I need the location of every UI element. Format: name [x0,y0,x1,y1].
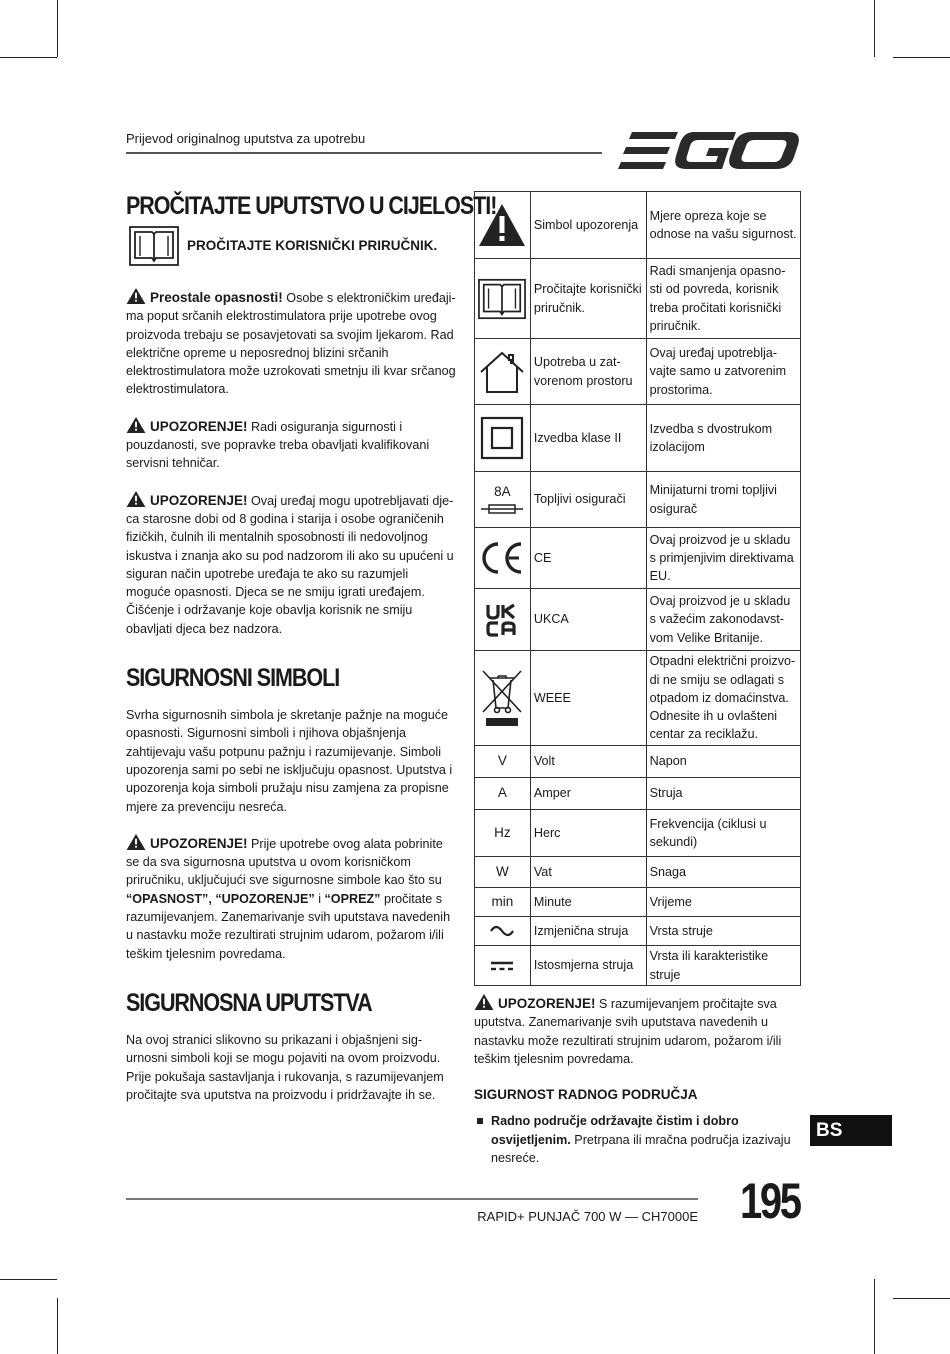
table-row [475,589,801,651]
residual-risks-paragraph [126,288,456,399]
symbol-name: CE [530,528,646,589]
warning-triangle-icon [126,834,146,850]
warning-text-3a: Prije upotrebe ovog alata pobrinite se da sva sigurnosna uputstva u ovom korisničkom priručniku, uključujući sve sigurnosne simbole kao što su [126,836,443,888]
crop-mark [0,1279,57,1280]
table-row [475,746,801,778]
crop-mark [874,0,875,57]
signal-words: “OPASNOST”, “UPOZORENJE” [126,891,315,906]
symbol-description: Minijaturni tromi topljivi osigurač [646,472,800,528]
symbol-description: Mjere opreza koje se odnose na vašu sigurnost. [646,192,800,259]
warning-paragraph-3 [126,834,456,963]
symbol-text: Hz [494,824,511,840]
symbol-description: Vrsta ili karakteristike struje [646,946,800,986]
symbol-cell [475,651,531,746]
footer-divider [126,1198,698,1200]
symbol-cell [475,746,531,778]
table-row [475,810,801,857]
fuse-icon [475,502,530,516]
table-row [475,888,801,917]
warning-triangle-icon [475,203,530,247]
symbol-cell [475,917,531,946]
conjunction-text: i [314,891,325,906]
symbol-description: Otpadni električni proizvo-di ne smiju se odlagati s otpadom iz domaćinstva. Odnesite ih u ovlašteni centar za reciklažu. [646,651,800,746]
symbol-description: Ovaj proizvod je u skladu s primjenjivim direktivama EU. [646,528,800,589]
ukca-mark-icon [475,603,530,637]
bullet-text [491,1112,804,1167]
symbol-name: Izmjenična struja [530,917,646,946]
warning-triangle-icon [126,417,146,433]
table-row [475,192,801,259]
read-manual-row [129,226,456,266]
read-manual-label: PROČITAJTE KORISNIČKI PRIRUČNIK. [187,237,438,253]
page-number: 195 [740,1173,800,1229]
symbol-description: Radi smanjenja opasno-sti od povreda, korisnik treba pročitati korisnički priručnik. [646,259,800,339]
symbol-name: Pročitajte korisnički priručnik. [530,259,646,339]
symbol-cell [475,888,531,917]
class-ii-icon [475,416,530,460]
warning-paragraph-4 [474,994,804,1068]
symbol-cell [475,946,531,986]
symbol-text: V [497,753,507,769]
warning-triangle-icon [126,288,146,304]
ac-icon [475,924,530,938]
symbol-cell [475,339,531,405]
read-manual-icon [475,278,530,320]
crop-mark [57,1298,58,1354]
crop-mark [893,57,950,58]
bullet-bold-text: Radno područje održavajte čistim i dobro osvijetljenim. [491,1114,739,1147]
read-manual-icon [129,226,179,266]
symbol-text: A [497,785,507,801]
table-row [475,339,801,405]
dc-icon [475,959,530,973]
work-area-heading: SIGURNOST RADNOG PODRUČJA [474,1087,698,1103]
warning-text-2: Ovaj uređaj mogu upotrebljavati dje-ca starosne dobi od 8 godina i starija i osobe ograničenih fizičkih, čulnih ili mentalnih sposobnosti ili nedovoljnog iskustva i znanja ako su pod nadzorom ili ako su upućeni u siguran način upotrebe uređaja te ako su razumjeli moguće opasnosti. Djeca se ne smiju igrati uređajem. Čišćenje i održavanje koje obavlja korisnik ne smiju obavljati djeca bez nadzora. [126,493,454,636]
left-column [126,190,497,1104]
symbol-cell [475,259,531,339]
header-title: Prijevod originalnog uputstva za upotrebu [126,131,366,146]
symbol-description: Izvedba s dvostrukom izolacijom [646,405,800,472]
read-instructions-heading: PROČITAJTE UPUTSTVO U CIJELOSTI! [126,192,497,220]
warning-label: UPOZORENJE! [150,835,248,851]
symbol-text: min [491,893,514,909]
table-row [475,946,801,986]
symbol-name: Amper [530,778,646,810]
safety-instructions-heading: SIGURNOSNA UPUTSTVA [126,988,372,1017]
symbol-description: Ovaj uređaj upotreblja-vajte samo u zatvorenim prostorima. [646,339,800,405]
symbol-table [474,191,801,986]
weee-bin-icon [475,668,530,728]
warning-text-3b: pročitate s razumijevanjem. Zanemarivanje svih uputstava navedenih u nastavku može rezultirati strujnim udarom, požarom i/ili teškim tjelesnim povredama. [126,891,451,961]
symbol-name: WEEE [530,651,646,746]
indoor-house-icon [475,350,530,394]
table-row [475,778,801,810]
symbol-description: Napon [646,746,800,778]
warning-triangle-icon [474,994,494,1010]
safety-instructions-text: Na ovoj stranici slikovno su prikazani i objašnjeni sig-urnosni simboli koji se mogu pojaviti na ovom proizvodu. Prije pokušaja sastavljanja i rukovanja, s razumijevanjem pročitajte sva uputstva na proizvodu i pridržavajte ih se. [126,1032,444,1102]
table-row [475,651,801,746]
symbol-cell [475,810,531,857]
warning-label: UPOZORENJE! [150,418,248,434]
bullet-square-icon [477,1118,483,1124]
symbol-cell [475,857,531,888]
symbol-cell [475,778,531,810]
header-divider [126,152,602,154]
symbol-name: Minute [530,888,646,917]
symbol-name: UKCA [530,589,646,651]
symbol-name: Volt [530,746,646,778]
table-row [475,472,801,528]
symbol-cell [475,405,531,472]
symbol-name: Topljivi osigurači [530,472,646,528]
ego-logo [618,130,800,172]
symbol-description: Vrsta struje [646,917,800,946]
footer-product: RAPID+ PUNJAČ 700 W — CH7000E [477,1209,698,1224]
warning-triangle-icon [126,491,146,507]
warning-label: UPOZORENJE! [498,996,596,1011]
symbol-text: W [496,863,509,879]
ce-mark-icon [475,541,530,575]
signal-word-caution: “OPREZ” [324,891,381,906]
safety-symbols-heading: SIGURNOSNI SIMBOLI [126,664,340,693]
symbol-name: Upotreba u zat-vorenom prostoru [530,339,646,405]
right-column [474,994,804,1167]
crop-mark [0,57,57,58]
table-row [475,259,801,339]
symbol-cell [475,192,531,259]
symbol-name: Istosmjerna struja [530,946,646,986]
table-row [475,857,801,888]
symbol-name: Herc [530,810,646,857]
warning-text-4: S razumijevanjem pročitajte sva uputstva. Zanemarivanje svih uputstava navedenih u nastavku može rezultirati strujnim udarom, požarom i/ili teškim tjelesnim povredama. [474,997,782,1066]
residual-risks-label: Preostale opasnosti! [150,290,283,305]
language-tab: BS [810,1115,892,1146]
list-item [474,1112,804,1167]
table-row [475,528,801,589]
symbol-description: Vrijeme [646,888,800,917]
table-row [475,405,801,472]
crop-mark [57,0,58,57]
symbol-name: Vat [530,857,646,888]
warning-label: UPOZORENJE! [150,492,248,508]
residual-risks-text: Osobe s elektroničkim uređaji-ma poput srčanih elektrostimulatora prije upotrebe ovog proizvoda trebaju se posavjetovati sa svojim ljekarom. Rad električne opreme u neposrednoj blizini srčanih elektrostimulatora može uzrokovati smetnju ili kvar srčanog elektrostimulatora. [126,291,456,397]
warning-text-1: Radi osiguranja sigurnosti i pouzdanosti, sve popravke treba obavljati kvalifikovani servisni tehničar. [126,419,430,471]
symbol-description: Snaga [646,857,800,888]
symbol-text: 8A [494,484,511,500]
warning-paragraph-2 [126,491,456,638]
symbol-name: Simbol upozorenja [530,192,646,259]
crop-mark [874,1279,875,1354]
warning-paragraph-1 [126,417,456,473]
bullet-plain-text: Pretrpana ili mračna područja izazivaju nesreće. [491,1132,791,1166]
symbol-description: Struja [646,778,800,810]
symbol-cell [475,589,531,651]
symbol-name: Izvedba klase II [530,405,646,472]
table-row [475,917,801,946]
symbol-description: Frekvencija (ciklusi u sekundi) [646,810,800,857]
crop-mark [893,1298,950,1299]
symbol-cell [475,528,531,589]
symbol-description: Ovaj proizvod je u skladu s važećim zakonodavst-vom Velike Britanije. [646,589,800,651]
symbol-cell [475,472,531,528]
safety-symbols-text: Svrha sigurnosnih simbola je skretanje pažnje na moguće opasnosti. Sigurnosni simboli i njihova objašnjenja zahtijevaju vašu potpunu pažnju i razumijevanje. Simboli upozorenja sami po sebi ne isključuju opasnost. Uputstva i upozorenja koja simboli pružaju nisu zamjena za propisne mjere za prevenciju nesreća. [126,708,453,814]
